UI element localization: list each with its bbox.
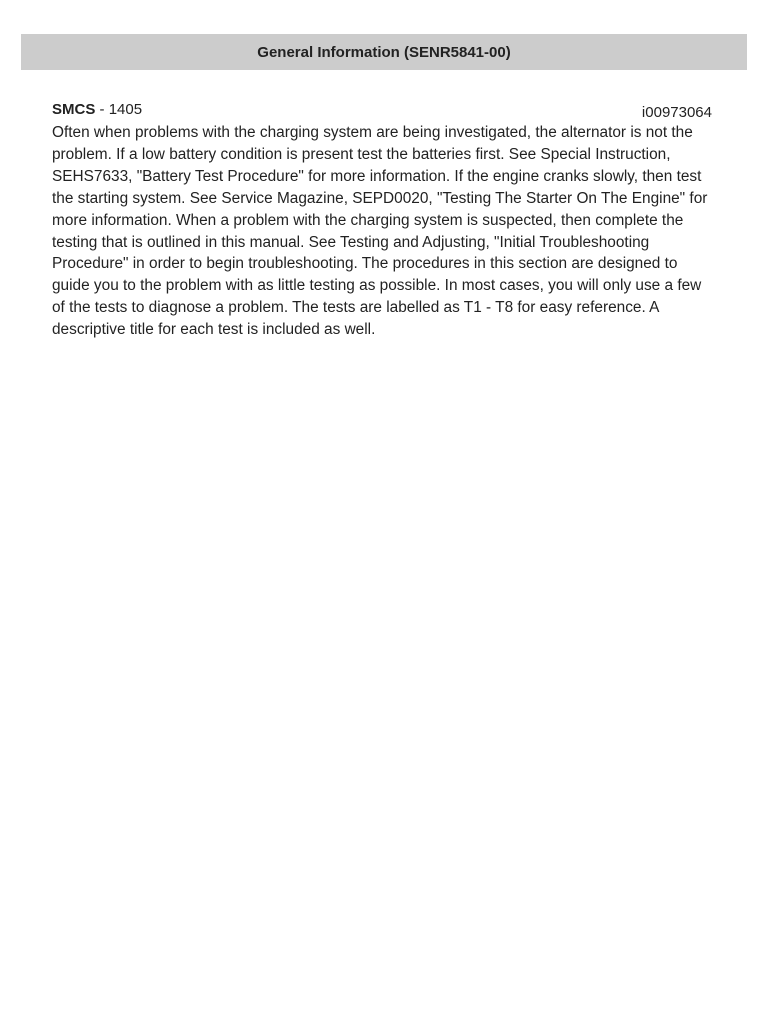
body-paragraph: Often when problems with the charging system are being investigated, the alternator is not the problem. If a low battery condition is present test the batteries first. See Special Instruction, SEHS7633, "Battery Test Procedure" for more information. If the engine cranks slowly, then test the starting system. See Service Magazine, SEPD0020, "Testing The Starter On The Engine" for more information. When a problem with the charging system is suspected, then complete the testing that is outlined in this manual. See Testing and Adjusting, "Initial Troubleshooting Procedure" in order to begin troubleshooting. The procedures in this section are designed to guide you to the problem with as little testing as possible. In most cases, you will only use a few of the tests to diagnose a problem. The tests are labelled as T1 - T8 for easy reference. A descriptive title for each test is included as well. [52, 124, 708, 339]
meta-row [52, 100, 716, 120]
smcs-code: 1405 [108, 101, 143, 118]
smcs-label: SMCS [52, 101, 96, 118]
document-content [52, 100, 716, 341]
smcs-code-line [52, 100, 142, 120]
header-bar [21, 34, 747, 70]
page-title: General Information (SENR5841-00) [257, 43, 511, 61]
smcs-separator: - [95, 101, 109, 118]
document-id: i00973064 [641, 104, 712, 121]
